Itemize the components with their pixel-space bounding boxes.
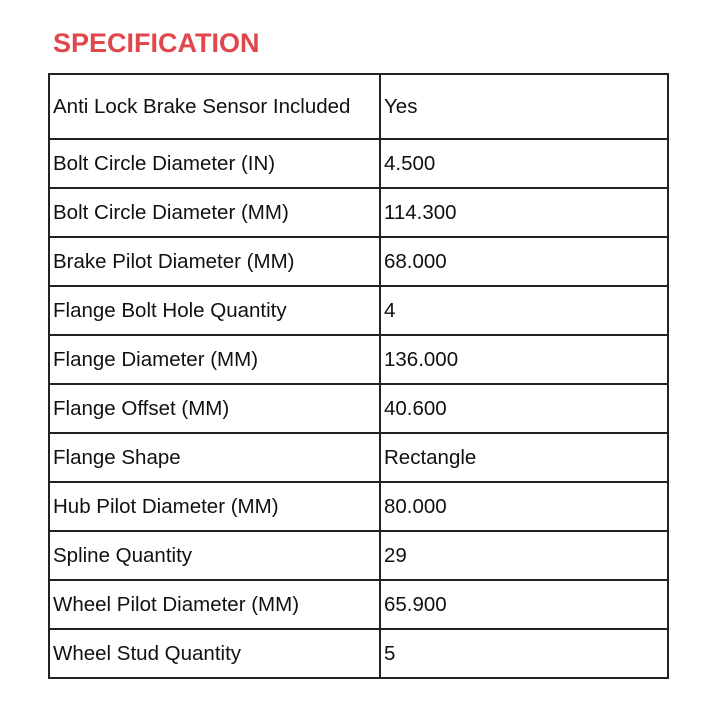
spec-value: 68.000: [380, 237, 668, 286]
spec-name: Flange Shape: [49, 433, 380, 482]
spec-value: 136.000: [380, 335, 668, 384]
spec-row: [49, 237, 668, 286]
spec-name: Wheel Stud Quantity: [49, 629, 380, 678]
spec-row: [49, 531, 668, 580]
spec-value: 65.900: [380, 580, 668, 629]
spec-name: Brake Pilot Diameter (MM): [49, 237, 380, 286]
page-title: SPECIFICATION: [53, 28, 260, 58]
spec-value: 114.300: [380, 188, 668, 237]
spec-row: [49, 629, 668, 678]
spec-row: [49, 482, 668, 531]
spec-row: [49, 188, 668, 237]
spec-name: Flange Offset (MM): [49, 384, 380, 433]
spec-name: Hub Pilot Diameter (MM): [49, 482, 380, 531]
spec-row: [49, 74, 668, 139]
spec-row: [49, 139, 668, 188]
spec-value: 4.500: [380, 139, 668, 188]
spec-value: Yes: [380, 74, 668, 139]
spec-row: [49, 433, 668, 482]
spec-value: 4: [380, 286, 668, 335]
spec-name: Wheel Pilot Diameter (MM): [49, 580, 380, 629]
spec-name: Spline Quantity: [49, 531, 380, 580]
spec-name: Flange Diameter (MM): [49, 335, 380, 384]
spec-name: Bolt Circle Diameter (IN): [49, 139, 380, 188]
spec-row: [49, 335, 668, 384]
spec-value: 5: [380, 629, 668, 678]
spec-value: 29: [380, 531, 668, 580]
specification-table-body: [49, 74, 668, 678]
spec-name: Flange Bolt Hole Quantity: [49, 286, 380, 335]
spec-row: [49, 580, 668, 629]
spec-value: 40.600: [380, 384, 668, 433]
spec-value: Rectangle: [380, 433, 668, 482]
spec-value: 80.000: [380, 482, 668, 531]
spec-row: [49, 286, 668, 335]
spec-name: Anti Lock Brake Sensor Included: [49, 74, 380, 139]
spec-name: Bolt Circle Diameter (MM): [49, 188, 380, 237]
specification-table: [48, 73, 669, 679]
spec-row: [49, 384, 668, 433]
